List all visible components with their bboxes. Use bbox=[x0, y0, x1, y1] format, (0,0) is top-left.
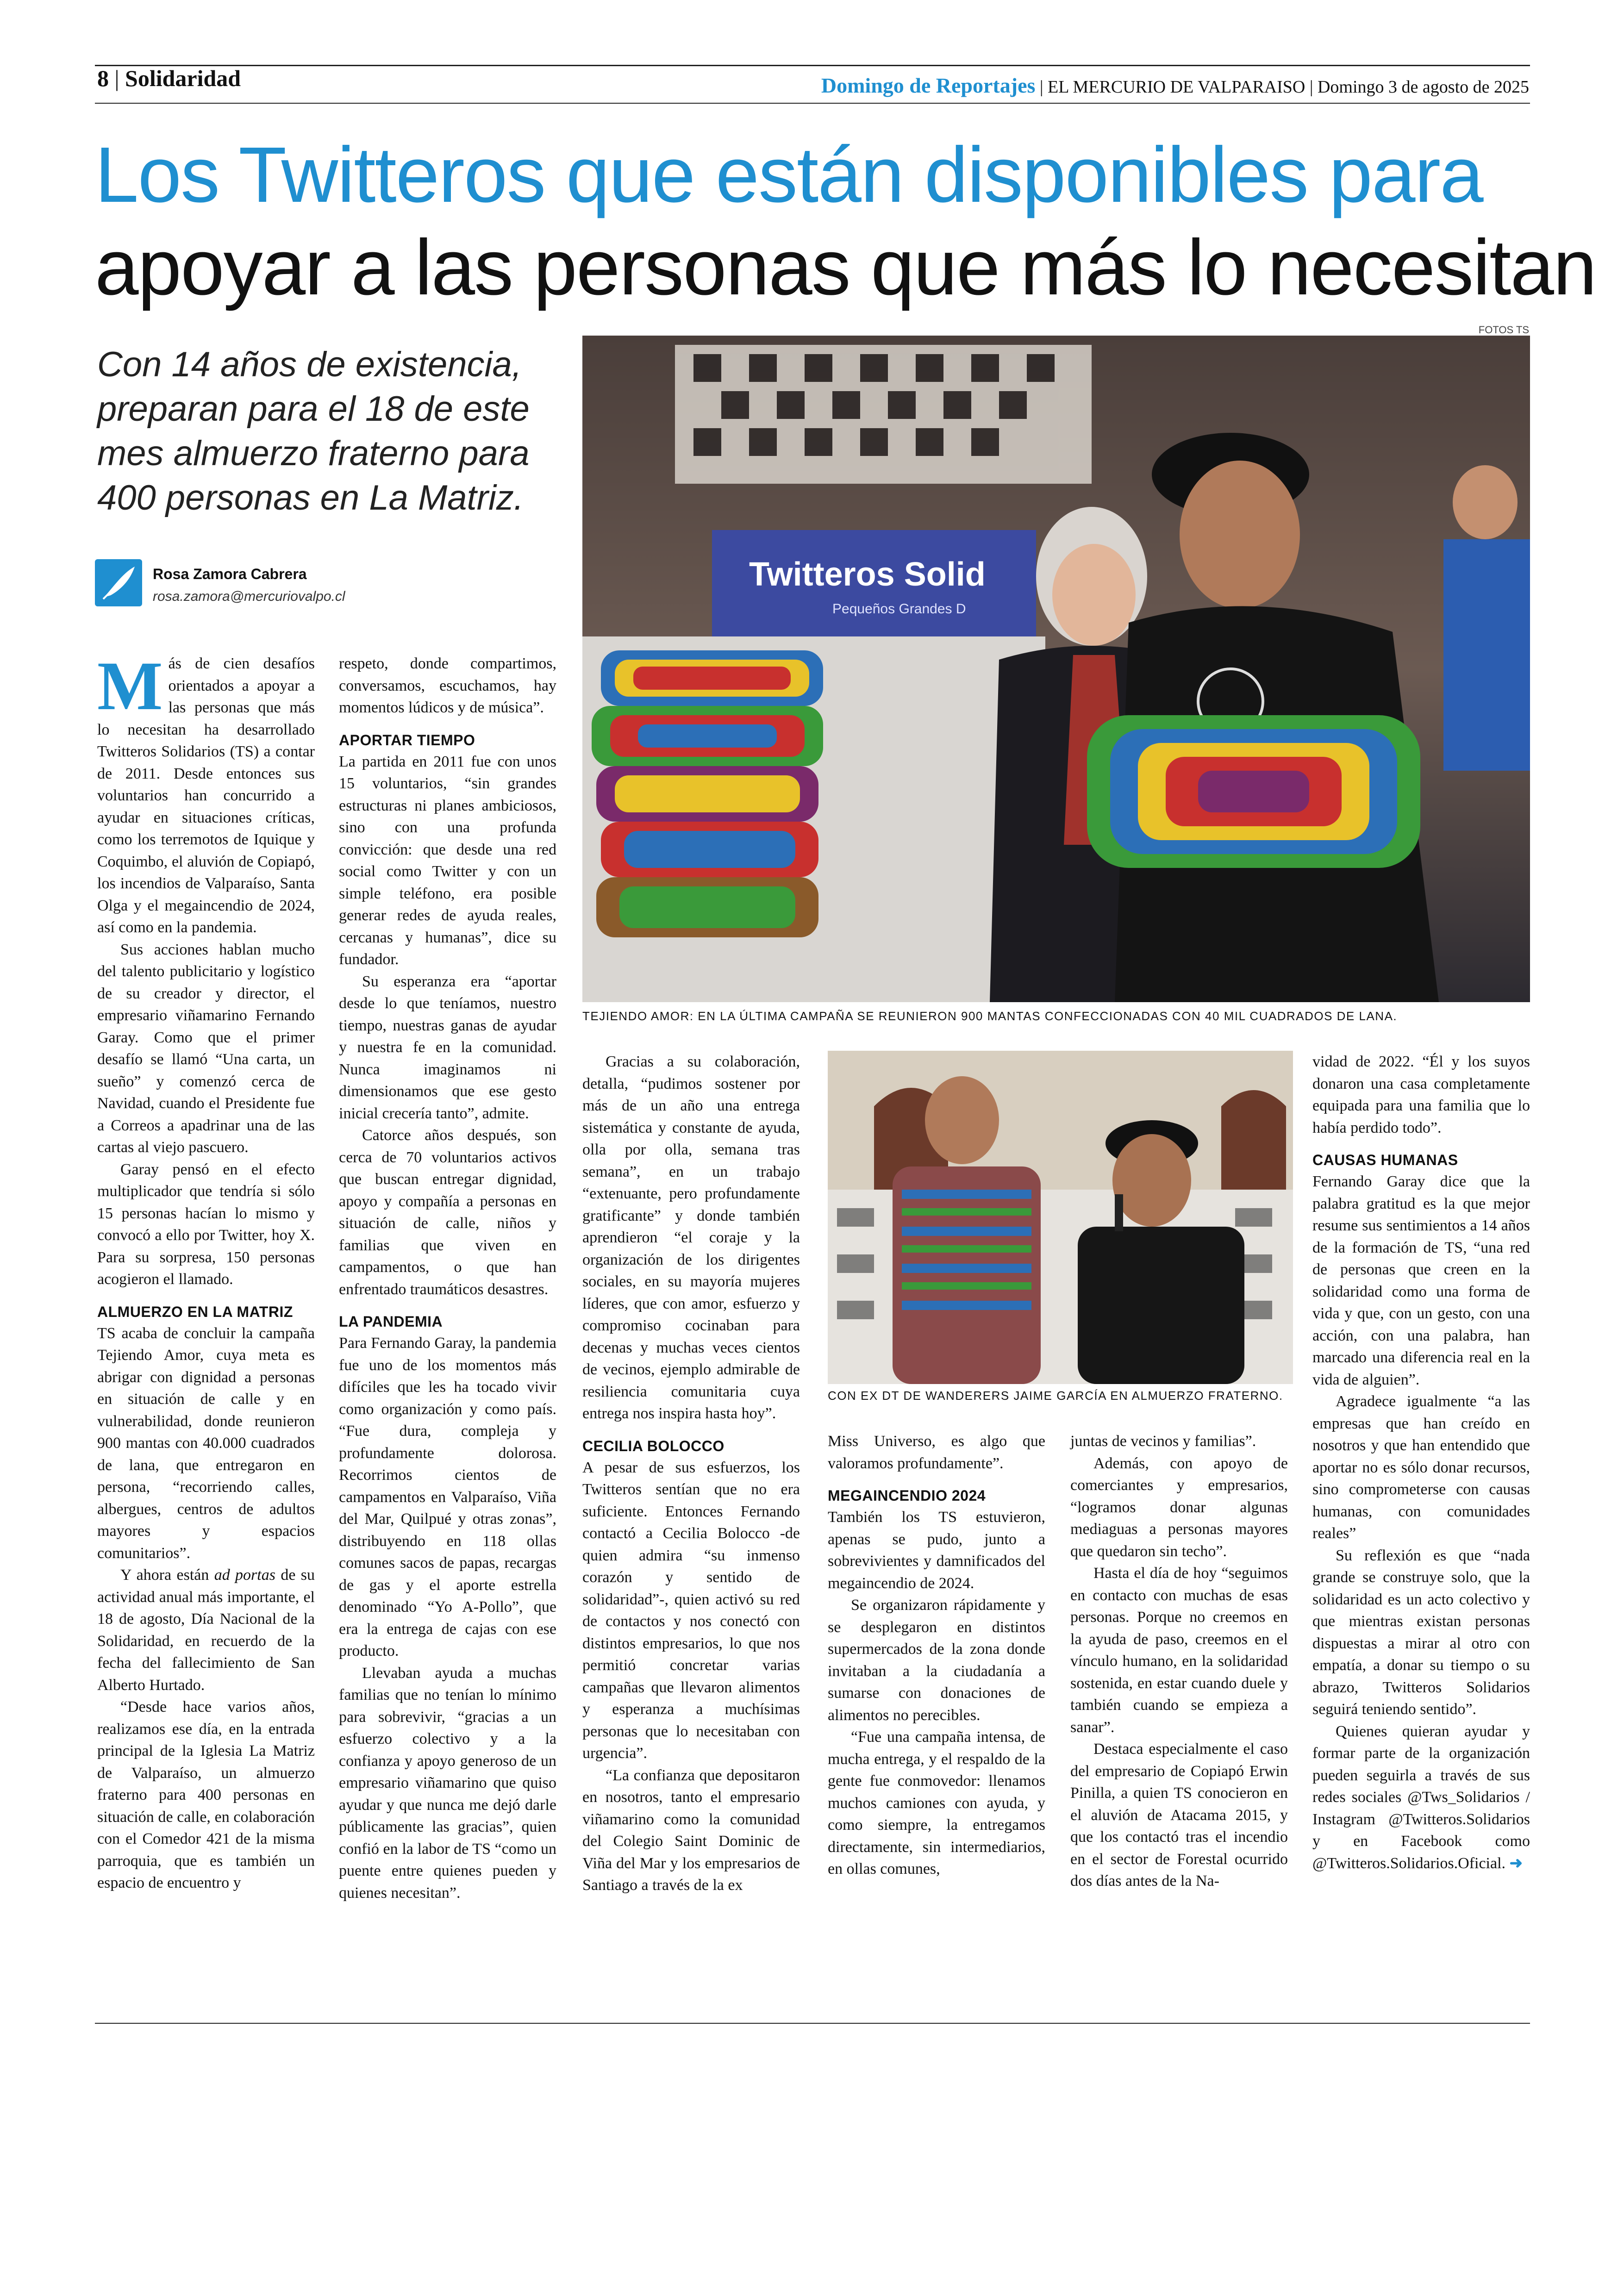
subhead-megaincendio: MEGAINCENDIO 2024 bbox=[828, 1487, 986, 1504]
paragraph-16: Miss Universo, es algo que valoramos profundamente”. bbox=[828, 1433, 1045, 1472]
paragraph-19: “Fue una campaña intensa, de mucha entrega, y el respaldo de la gente fue conmovedor: llenamos muchos camiones con ayuda, y como siempre, la entregamos directamente, sin intermediarios, en ollas comunes, bbox=[828, 1728, 1045, 1877]
supplement-name: Domingo de Reportajes bbox=[821, 74, 1036, 97]
column-4 bbox=[828, 1430, 1045, 1880]
column-5 bbox=[1070, 1430, 1288, 1892]
paragraph-7: respeto, donde compartimos, conversamos, escuchamos, hay momentos lúdicos y de música”. bbox=[339, 655, 556, 716]
bottom-rule bbox=[95, 2023, 1530, 2024]
microphone-icon bbox=[1115, 1194, 1123, 1231]
paragraph-25: Fernando Garay dice que la palabra gratitud es la que mejor resume sus sentimientos a 14 años de la formación de TS, “una red de personas que creen en la solidaridad como una forma de vida y que, con un gesto, con una acción, con una palabra, han marcado una diferencia real en la vida de alguien”. bbox=[1312, 1173, 1530, 1388]
column-6 bbox=[1312, 1051, 1530, 1874]
paragraph-24: vidad de 2022. “Él y los suyos donaron una casa completamente equipada para una familia que lo había perdido todo”. bbox=[1312, 1053, 1530, 1136]
paragraph-14: A pesar de sus esfuerzos, los Twitteros sentían que no era suficiente. Entonces Fernando contactó a Cecilia Bolocco -de quien admira “su inmenso corazón y sentido de solidaridad”-, quien activó su red de contactos y nos conectó con distintos empresarios, lo que nos permitió concretar varias campañas que llevaron alimentos y esperanza a muchísimas personas que lo necesitaban con urgencia”. bbox=[582, 1459, 800, 1762]
paragraph-23: Destaca especialmente el caso del empresario de Copiapó Erwin Pinilla, a quien TS conocieron en el aluvión de Atacama 2015, y que los contactó tras el incendio en el sector de Forestal ocurrido dos días antes de la Na- bbox=[1070, 1740, 1288, 1890]
headline-line-2: apoyar a las personas que más lo necesitan bbox=[95, 224, 1596, 312]
column-3 bbox=[582, 1051, 800, 1896]
column-1 bbox=[97, 648, 315, 1894]
page-header-right: Domingo de Reportajes | EL MERCURIO DE VALPARAISO | Domingo 3 de agosto de 2025 bbox=[821, 74, 1529, 97]
paragraph-26: Agradece igualmente “a las empresas que han creído en nosotros y que han entendido que aportar no es sólo donar recursos, sino comprometerse con causas humanas, con comunidades reales” bbox=[1312, 1393, 1530, 1542]
paragraph-9: Su esperanza era “aportar desde lo que teníamos, nuestro tiempo, nuestras ganas de ayudar y nuestra fe en la comunidad. Nunca imaginamos ni dimensionamos que ese gesto inicial crecería tanto”, admite. bbox=[339, 973, 556, 1122]
paragraph-2: Sus acciones hablan mucho del talento publicitario y logístico de su creador y director, el empresario viñamarino Fernando Garay. Como que el primer desafío se llamó “Una carta, un sueño” y comenzó cerca de Navidad, cuando el Presidente fue a Correos a apadrinar una de las cartas al viejo pascuero. bbox=[97, 941, 315, 1156]
subhead-tiempo: APORTAR TIEMPO bbox=[339, 731, 475, 748]
drop-cap: M bbox=[97, 648, 163, 724]
paragraph-12: Llevaban ayuda a muchas familias que no tenían lo mínimo para sobrevivir, “gracias a un esfuerzo colectivo y a la confianza y apoyo generoso de un empresario viñamarino que quiso ayudar y que nunca me dejó darle públicamente las gracias”, quien confió en la labor de TS “como un puente entre quienes pueden y quienes necesitan”. bbox=[339, 1664, 556, 1902]
header-rule bbox=[95, 103, 1530, 104]
paragraph-13: Gracias a su colaboración, detalla, “pudimos sostener por más de un año una entrega sistemática y constante de ayuda, olla por olla, semana tras semana”, en un trabajo “extenuante, pero profundamente gratificante” y donde también aprendieron “el coraje y la organización de los dirigentes sociales, en su mayoría mujeres líderes, que con amor, esfuerzo y compromiso cocinaban para decenas y muchas veces cientos de vecinos, ejemplo admirable de resiliencia comunitaria cuya entrega nos inspira hasta hoy”. bbox=[582, 1053, 800, 1422]
banner-subtext: Pequeños Grandes D bbox=[832, 601, 966, 617]
paragraph-10: Catorce años después, son cerca de 70 voluntarios activos que buscan entregar dignidad, apoyo y compañía a personas en situación de calle, niños y familias que viven en campamentos, o que han enfrentado traumáticos desastres. bbox=[339, 1127, 556, 1298]
headline-line-1: Los Twitteros que están disponibles para bbox=[95, 131, 1483, 219]
paragraph-5: Y ahora están ad portas de su actividad anual más importante, el 18 de agosto, Día Nacional de la Solidaridad, en recuerdo de la fecha del fallecimiento de San Alberto Hurtado. bbox=[97, 1566, 315, 1694]
photo-credit: FOTOS TS bbox=[1478, 324, 1529, 336]
paragraph-18: Se organizaron rápidamente y se desplegaron en distintos supermercados de la zona donde invitaban a la ciudadanía a sumarse con donaciones de alimentos no perecibles. bbox=[828, 1597, 1045, 1724]
main-photo-illustration bbox=[582, 336, 1530, 1002]
end-mark-icon: ➜ bbox=[1509, 1854, 1523, 1872]
paragraph-22: Hasta el día de hoy “seguimos en contacto con muchas de esas personas. Porque no creemos en la ayuda de paso, creemos en el vínculo humano, en la solidaridad sostenida, en estar cuando duele y también cuando se empieza a sanar”. bbox=[1070, 1565, 1288, 1736]
author-name: Rosa Zamora Cabrera bbox=[153, 566, 307, 582]
paragraph-8: La partida en 2011 fue con unos 15 voluntarios, “sin grandes estructuras ni planes ambiciosos, sino con una profunda convicción: que desde una red social como Twitter y con un simple teléfono, era posible generar redes de ayuda reales, cercanas y humanas”, dice su fundador. bbox=[339, 753, 556, 968]
section-name: Solidaridad bbox=[125, 65, 241, 91]
page-header-left: 8 | Solidaridad bbox=[97, 65, 241, 91]
author-email[interactable]: rosa.zamora@mercuriovalpo.cl bbox=[153, 589, 345, 604]
main-photo bbox=[582, 336, 1530, 1002]
paragraph-4: TS acaba de concluir la campaña Tejiendo Amor, cuya meta es abrigar con dignidad a personas en situación de calle y en vulnerabilidad, donde reunieron 900 mantas con 40.000 cuadrados de lana, que entregaron en persona, “recorriendo calles, albergues, centros de adultos mayores y espacios comunitarios”. bbox=[97, 1324, 315, 1562]
subhead-causas: CAUSAS HUMANAS bbox=[1312, 1152, 1458, 1168]
subhead-almuerzo: ALMUERZO EN LA MATRIZ bbox=[97, 1303, 293, 1320]
column-2 bbox=[339, 653, 556, 1904]
crochet-blanket-right bbox=[1087, 715, 1420, 868]
paragraph-21: Además, con apoyo de comerciantes y empresarios, “logramos donar algunas mediaguas a personas mayores que quedaron sin techo”. bbox=[1070, 1454, 1288, 1560]
article-deck: Con 14 años de existencia, preparan para el 18 de este mes almuerzo fraterno para 400 personas en La Matriz. bbox=[97, 345, 530, 518]
issue-date: Domingo 3 de agosto de 2025 bbox=[1317, 77, 1529, 97]
paragraph-1: ás de cien desafíos orientados a apoyar a las personas que más lo necesitan ha desarrollado Twitteros Solidarios (TS) a contar de 2011. Desde entonces sus voluntarios han concurrido a ayudar en situaciones críticas, como los terremotos de Iquique y Coquimbo, el aluvión de Copiapó, los incendios de Valparaíso, Santa Olga y el megaincendio de 2024, así como en la pandemia. bbox=[97, 655, 315, 936]
banner-text: Twitteros Solid bbox=[749, 556, 986, 593]
second-photo-illustration bbox=[828, 1051, 1293, 1384]
paragraph-3: Garay pensó en el efecto multiplicador que tendría si sólo 15 personas hacían lo mismo y convocó a ello por Twitter, hoy X. Para su sorpresa, 150 personas acogieron el llamado. bbox=[97, 1160, 315, 1288]
paragraph-20: juntas de vecinos y familias”. bbox=[1070, 1433, 1256, 1450]
newspaper-name: EL MERCURIO DE VALPARAISO bbox=[1048, 77, 1305, 97]
top-rule bbox=[95, 65, 1530, 66]
subhead-bolocco: CECILIA BOLOCCO bbox=[582, 1437, 725, 1454]
main-photo-caption: TEJIENDO AMOR: EN LA ÚLTIMA CAMPAÑA SE REUNIERON 900 MANTAS CONFECCIONADAS CON 40 MIL CUADRADOS DE LANA. bbox=[582, 1009, 1398, 1023]
paragraph-17: También los TS estuvieron, apenas se pudo, junto a sobrevivientes y damnificados del megaincendio de 2024. bbox=[828, 1509, 1045, 1592]
paragraph-28: Quienes quieran ayudar y formar parte de la organización pueden seguirla a través de sus redes sociales @Tws_Solidarios / Instagram @Twitteros.Solidarios y en Facebook como @Twitteros.Solidarios.Oficial. ➜ bbox=[1312, 1722, 1530, 1872]
second-photo-caption: CON EX DT DE WANDERERS JAIME GARCÍA EN ALMUERZO FRATERNO. bbox=[828, 1389, 1283, 1403]
second-photo bbox=[828, 1051, 1293, 1384]
paragraph-27: Su reflexión es que “nada grande se construye solo, que la solidaridad es un acto colectivo y que mientras existan personas dispuestas a mirar al otro con empatía, a donar su tiempo o su abrazo, Twitteros Solidarios seguirá teniendo sentido”. bbox=[1312, 1547, 1530, 1718]
quill-icon bbox=[95, 559, 142, 606]
subhead-pandemia: LA PANDEMIA bbox=[339, 1313, 443, 1330]
page-number: 8 bbox=[97, 65, 109, 91]
crochet-blankets-left bbox=[592, 650, 823, 937]
paragraph-11: Para Fernando Garay, la pandemia fue uno de los momentos más difíciles que les ha tocado vivir como organización y como país. “Fue dura, compleja y profundamente dolorosa. Recorrimos cientos de campamentos en Valparaíso, Viña del Mar, Quilpué y otras zonas”, distribuyendo en 118 ollas comunes sacos de papas, recargas de gas y el aporte estrella denominado “Yo A-Pollo”, que era la entrega de cajas con ese producto. bbox=[339, 1335, 556, 1659]
paragraph-6: “Desde hace varios años, realizamos ese día, en la entrada principal de la Iglesia La Matriz de Valparaíso, un almuerzo fraterno para 400 personas en situación de calle, en colaboración con el Comedor 421 de la misma parroquia, que es también un espacio de encuentro y bbox=[97, 1698, 315, 1891]
paragraph-15: “La confianza que depositaron en nosotros, tanto el empresario viñamarino como la comunidad del Colegio Saint Dominic de Viña del Mar y los empresarios de Santiago a través de la ex bbox=[582, 1766, 800, 1894]
